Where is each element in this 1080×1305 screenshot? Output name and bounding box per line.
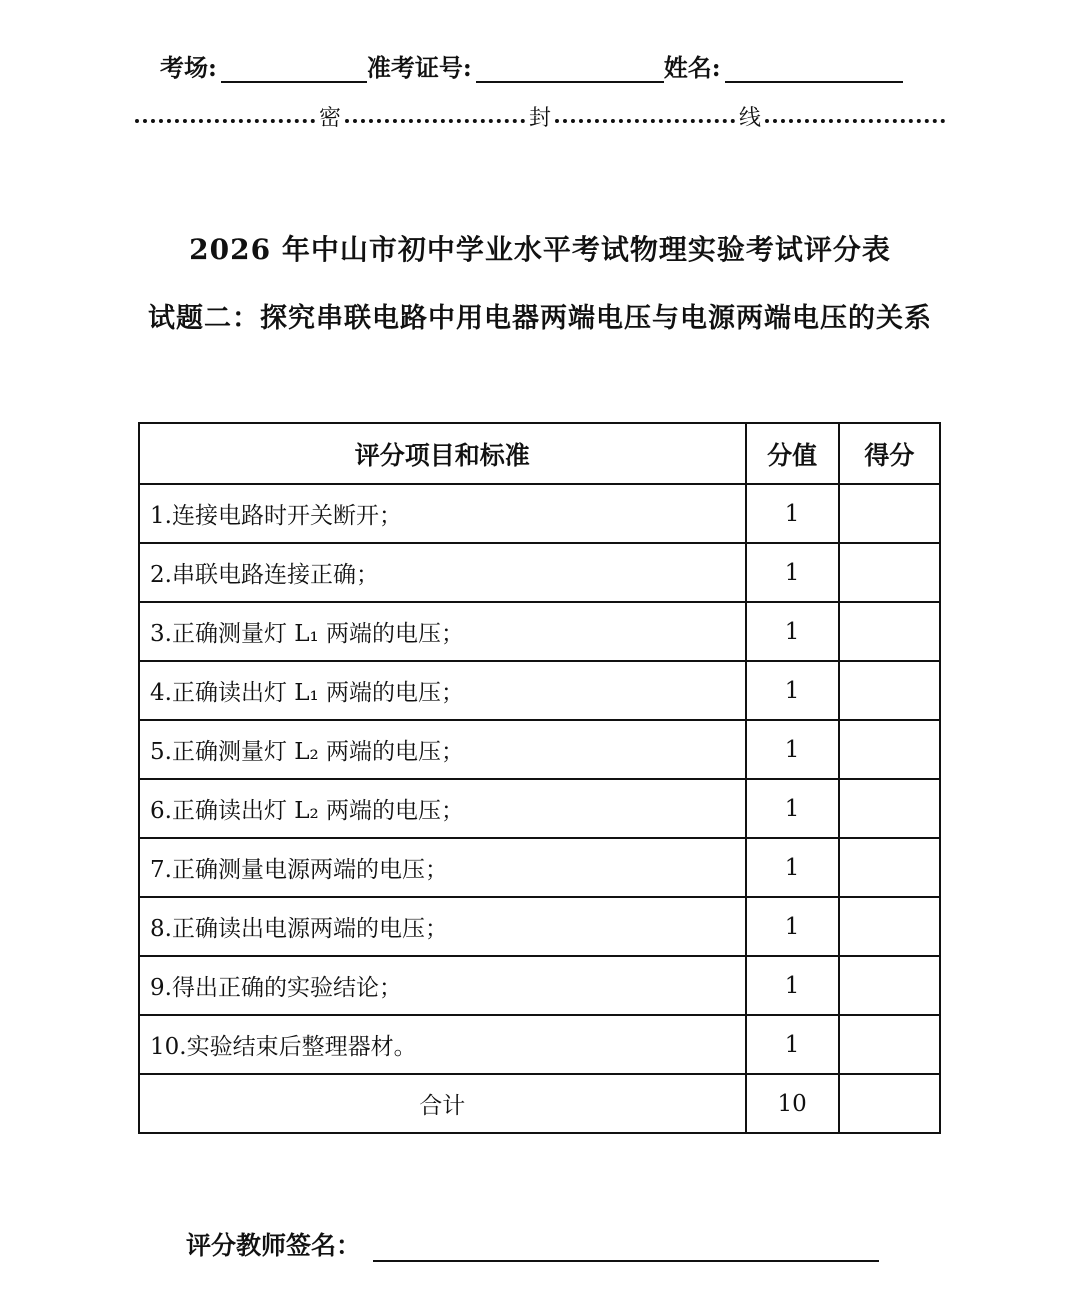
table-row xyxy=(139,1015,940,1074)
criteria-cell: 3.正确测量灯 L₁ 两端的电压； xyxy=(139,602,746,661)
table-row xyxy=(139,897,940,956)
score-cell[interactable] xyxy=(839,1015,940,1074)
points-cell: 1 xyxy=(746,897,839,956)
table-row xyxy=(139,543,940,602)
points-cell: 1 xyxy=(746,602,839,661)
seal-char-xian: 线 xyxy=(738,106,761,131)
total-score-cell[interactable] xyxy=(839,1074,940,1133)
score-cell[interactable] xyxy=(839,661,940,720)
exam-room-field xyxy=(160,48,367,83)
points-cell: 1 xyxy=(746,956,839,1015)
exam-question-subtitle: 试题二：探究串联电路中用电器两端电压与电源两端电压的关系 xyxy=(148,303,932,334)
signature-blank[interactable] xyxy=(373,1230,879,1262)
table-row xyxy=(139,661,940,720)
dotted-divider xyxy=(555,119,735,123)
exam-room-blank[interactable] xyxy=(221,57,367,83)
criteria-cell: 8.正确读出电源两端的电压； xyxy=(139,897,746,956)
header-points: 分值 xyxy=(746,423,839,484)
table-row xyxy=(139,602,940,661)
table-row xyxy=(139,720,940,779)
exam-room-label: 考场: xyxy=(160,53,217,82)
criteria-cell: 6.正确读出灯 L₂ 两端的电压； xyxy=(139,779,746,838)
signature-label: 评分教师签名： xyxy=(186,1231,362,1260)
document-title: 2026 年中山市初中学业水平考试物理实验考试评分表 xyxy=(189,233,891,266)
dotted-divider xyxy=(135,119,315,123)
points-cell: 1 xyxy=(746,779,839,838)
header-criteria: 评分项目和标准 xyxy=(139,423,746,484)
criteria-cell: 1.连接电路时开关断开； xyxy=(139,484,746,543)
table-row xyxy=(139,956,940,1015)
scoring-table xyxy=(138,422,941,1134)
admission-number-field xyxy=(367,48,664,83)
table-header-row xyxy=(139,423,940,484)
dotted-divider xyxy=(345,119,525,123)
seal-char-feng: 封 xyxy=(528,106,551,131)
dotted-divider xyxy=(765,119,945,123)
admission-number-blank[interactable] xyxy=(476,57,664,83)
points-cell: 1 xyxy=(746,838,839,897)
total-label: 合计 xyxy=(139,1074,746,1133)
score-cell[interactable] xyxy=(839,543,940,602)
table-row xyxy=(139,838,940,897)
score-cell[interactable] xyxy=(839,779,940,838)
header-score: 得分 xyxy=(839,423,940,484)
criteria-cell: 9.得出正确的实验结论； xyxy=(139,956,746,1015)
points-cell: 1 xyxy=(746,720,839,779)
score-cell[interactable] xyxy=(839,838,940,897)
seal-char-mi: 密 xyxy=(318,106,341,131)
points-cell: 1 xyxy=(746,484,839,543)
criteria-cell: 2.串联电路连接正确； xyxy=(139,543,746,602)
points-cell: 1 xyxy=(746,543,839,602)
seal-line xyxy=(135,108,945,130)
teacher-signature xyxy=(186,1226,879,1262)
points-cell: 1 xyxy=(746,661,839,720)
criteria-cell: 7.正确测量电源两端的电压； xyxy=(139,838,746,897)
score-cell[interactable] xyxy=(839,897,940,956)
criteria-cell: 5.正确测量灯 L₂ 两端的电压； xyxy=(139,720,746,779)
total-points: 10 xyxy=(746,1074,839,1133)
name-blank[interactable] xyxy=(725,57,903,83)
score-cell[interactable] xyxy=(839,602,940,661)
score-cell[interactable] xyxy=(839,484,940,543)
points-cell: 1 xyxy=(746,1015,839,1074)
criteria-cell: 10.实验结束后整理器材。 xyxy=(139,1015,746,1074)
candidate-info-header xyxy=(160,48,903,83)
score-cell[interactable] xyxy=(839,720,940,779)
name-label: 姓名: xyxy=(663,53,721,82)
table-row xyxy=(139,484,940,543)
table-row xyxy=(139,779,940,838)
name-field xyxy=(664,48,903,83)
total-row xyxy=(139,1074,940,1133)
admission-number-label: 准考证号: xyxy=(366,53,472,82)
criteria-cell: 4.正确读出灯 L₁ 两端的电压； xyxy=(139,661,746,720)
score-cell[interactable] xyxy=(839,956,940,1015)
